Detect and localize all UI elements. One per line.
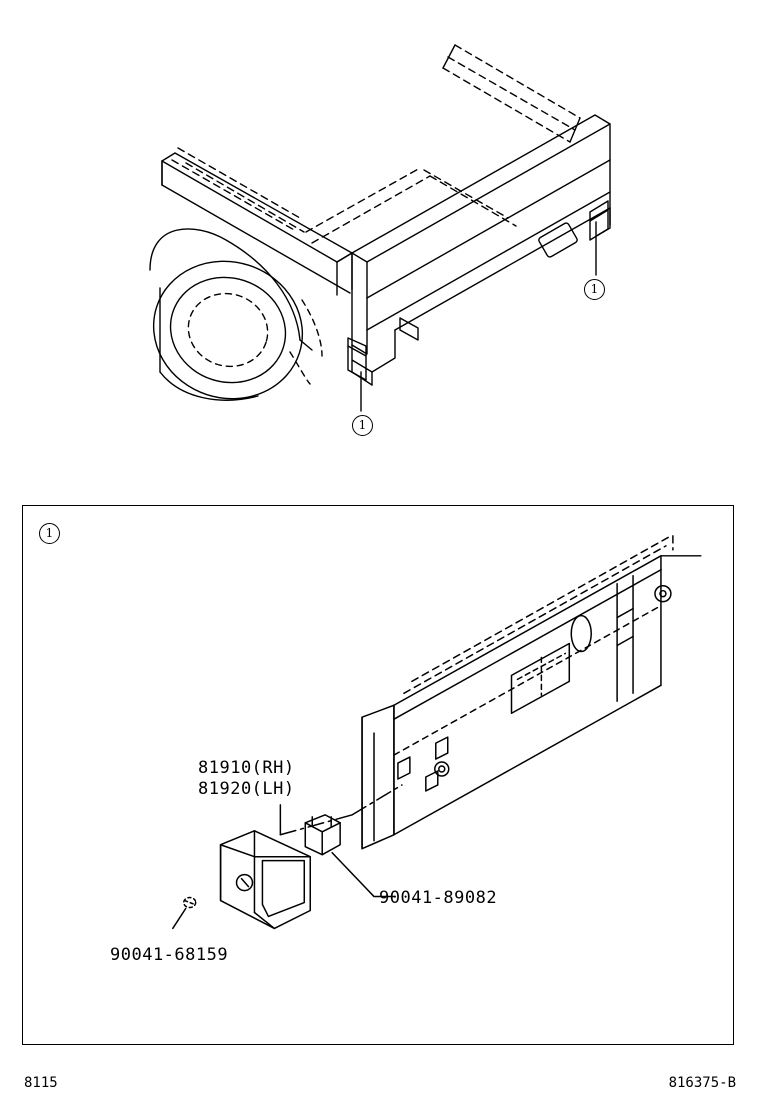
footer-figure-code: 816375-B	[668, 1075, 736, 1091]
part-label-90041-68159: 90041-68159	[110, 945, 229, 965]
callout-marker-1-left: 1	[352, 415, 373, 436]
detail-callout-marker-1: 1	[39, 523, 60, 544]
top-overview-figure	[0, 0, 760, 470]
part-label-90041-89082: 90041-89082	[379, 888, 498, 908]
truck-bed-illustration	[0, 0, 760, 470]
footer-page-code: 8115	[24, 1075, 58, 1091]
part-label-81910: 81910(RH)	[198, 758, 295, 778]
part-label-81920: 81920(LH)	[198, 779, 295, 799]
callout-marker-1-right: 1	[584, 279, 605, 300]
